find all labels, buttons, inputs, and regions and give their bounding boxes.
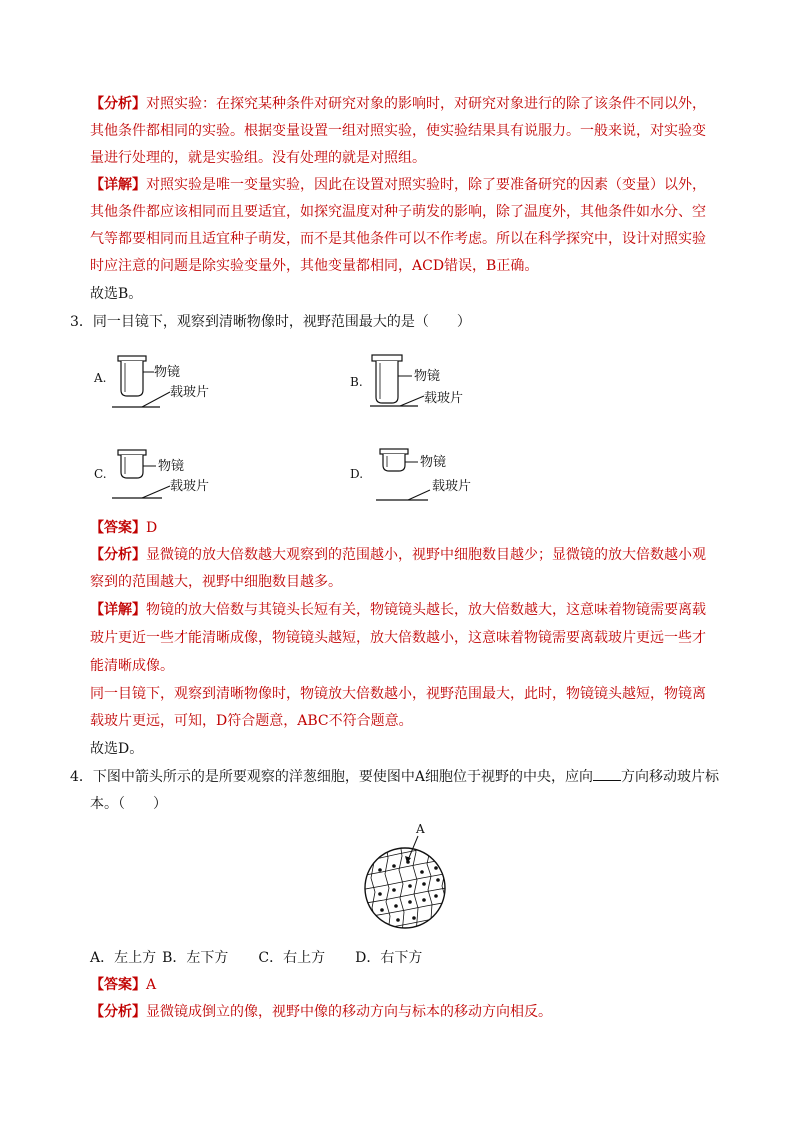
q3-detail-line-1 (90, 600, 706, 620)
cell-a-label: A (416, 822, 425, 836)
q2-detail-line-3: 气等都要相同而且适宜种子萌发，而不是其他条件可以不作考虑。所以在科学探究中，设计对照实验 (90, 231, 706, 247)
option-letter: A. (94, 371, 107, 385)
answer-value: A (146, 977, 157, 993)
field-of-view-circle (365, 848, 445, 928)
stem-text-b: 方向移动玻片标 (621, 769, 720, 785)
answer-value: D (146, 520, 158, 536)
objective-barrel (376, 361, 398, 403)
stem-text-a: 4．下图中箭头所示的是所要观察的洋葱细胞，要使图中A细胞位于视野的中央，应向 (70, 769, 594, 785)
detail-tag: 【详解】 (90, 177, 146, 193)
objective-barrel (383, 454, 405, 471)
q3-detail-line-2: 玻片更近一些才能清晰成像，物镜镜头越短，放大倍数越小，这意味着物镜需要离载玻片更远一些才 (90, 630, 706, 646)
q3-option-d-figure (346, 446, 516, 506)
q2-detail-line-4: 时应注意的问题是除实验变量外，其他变量都相同，ACD错误，B正确。 (90, 258, 539, 274)
q3-detail-line-5: 载玻片更远，可知，D符合题意，ABC不符合题意。 (90, 713, 413, 729)
q3-stem: 3．同一目镜下，观察到清晰物像时，视野范围最大的是（ ） (70, 314, 471, 330)
analysis-text: 对照实验：在探究某种条件对研究对象的影响时，对研究对象进行的除了该条件不同以外， (146, 96, 706, 112)
q2-detail-line-1 (90, 175, 706, 195)
q2-analysis-line-3: 量进行处理的，就是实验组。没有处理的就是对照组。 (90, 150, 426, 166)
detail-tag: 【详解】 (90, 602, 146, 618)
slide-label: 载玻片 (424, 391, 464, 406)
answer-tag: 【答案】 (90, 977, 146, 993)
analysis-tag: 【分析】 (90, 1004, 146, 1020)
q4-stem-line-2: 本。（ ） (90, 796, 167, 812)
q3-option-b-figure (346, 352, 516, 412)
analysis-text: 显微镜的放大倍数越大观察到的范围越小，视野中细胞数目越少；显微镜的放大倍数越小观 (146, 547, 706, 563)
q2-analysis-line-2: 其他条件都相同的实验。根据变量设置一组对照实验，使实验结果具有说服力。一般来说，对实验变 (90, 123, 706, 139)
q3-option-a-figure (90, 352, 260, 412)
detail-text: 对照实验是唯一变量实验，因此在设置对照实验时，除了要准备研究的因素（变量）以外， (146, 177, 706, 193)
q4-option-b: B．左下方 (162, 950, 229, 966)
objective-label: 物镜 (154, 365, 181, 380)
objective-label: 物镜 (420, 455, 447, 470)
q3-conclusion: 故选D。 (90, 741, 144, 757)
q3-analysis-line-1 (90, 545, 706, 565)
option-letter: D. (350, 467, 364, 481)
objective-collar (380, 449, 408, 454)
analysis-text: 显微镜成倒立的像，视野中像的移动方向与标本的移动方向相反。 (146, 1004, 552, 1020)
slide-label: 载玻片 (432, 479, 472, 494)
objective-collar (372, 355, 402, 361)
q3-analysis-line-2: 察到的范围越大，视野中细胞数目越多。 (90, 574, 342, 590)
q4-answer (90, 975, 156, 995)
q3-detail-line-3: 能清晰成像。 (90, 658, 174, 674)
analysis-tag: 【分析】 (90, 96, 146, 112)
answer-blank (593, 766, 621, 781)
q4-onion-cell-figure (360, 822, 460, 934)
detail-text: 物镜的放大倍数与其镜头长短有关，物镜镜头越长，放大倍数越大，这意味着物镜需要离载 (146, 602, 706, 618)
q2-analysis-line-1 (90, 94, 706, 114)
objective-barrel (121, 361, 143, 396)
slide-label: 载玻片 (170, 385, 210, 400)
q3-answer (90, 518, 157, 538)
q4-option-c: C．右上方 (258, 950, 326, 966)
q4-analysis (90, 1002, 552, 1022)
q2-detail-line-2: 其他条件都应该相同而且要适宜，如探究温度对种子萌发的影响，除了温度外，其他条件如水分、空 (90, 204, 706, 220)
q4-options (90, 948, 422, 968)
slide-label: 载玻片 (170, 479, 210, 494)
q4-option-a: A．左上方 (90, 950, 157, 966)
q3-detail-line-4: 同一目镜下，观察到清晰物像时，物镜放大倍数越小，视野范围最大，此时，物镜镜头越短，物镜离 (90, 686, 706, 702)
analysis-tag: 【分析】 (90, 547, 146, 563)
q4-stem-line-1 (70, 766, 719, 787)
objective-label: 物镜 (414, 369, 441, 384)
objective-barrel (121, 455, 143, 478)
option-letter: B. (350, 375, 363, 389)
q4-option-d: D．右下方 (355, 950, 423, 966)
objective-label: 物镜 (158, 459, 185, 474)
q3-option-c-figure (90, 446, 260, 506)
option-letter: C. (94, 467, 107, 481)
objective-collar (118, 450, 146, 455)
objective-collar (118, 356, 146, 361)
q2-conclusion: 故选B。 (90, 286, 143, 302)
answer-tag: 【答案】 (90, 520, 146, 536)
